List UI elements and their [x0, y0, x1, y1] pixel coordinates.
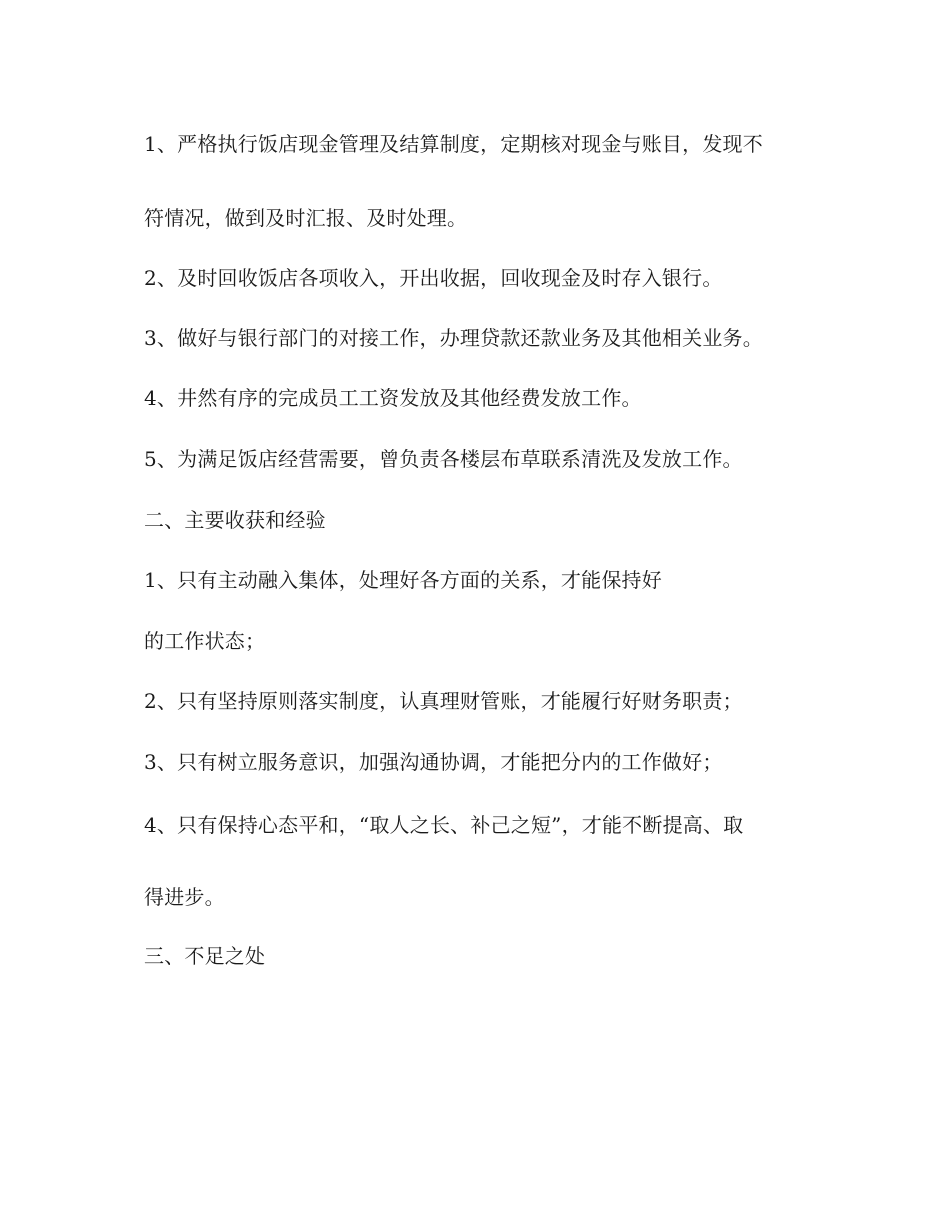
duty-item-1-line-1: 1、严格执行饭店现金管理及结算制度，定期核对现金与账目，发现不	[144, 132, 763, 156]
gain-item-4-line-1: 4、只有保持心态平和，“取人之长、补己之短”，才能不断提高、取	[144, 813, 744, 837]
section-heading-shortcomings: 三、不足之处	[144, 944, 266, 968]
duty-item-5: 5、为满足饭店经营需要，曾负责各楼层布草联系清洗及发放工作。	[144, 447, 743, 471]
gain-item-2: 2、只有坚持原则落实制度，认真理财管账，才能履行好财务职责；	[144, 689, 743, 713]
gain-item-1-line-1: 1、只有主动融入集体，处理好各方面的关系，才能保持好	[144, 568, 662, 592]
gain-item-4-line-2: 得进步。	[144, 885, 225, 909]
duty-item-1-line-2: 符情况，做到及时汇报、及时处理。	[144, 206, 468, 230]
gain-item-1-line-2: 的工作状态；	[144, 629, 266, 653]
duty-item-4: 4、井然有序的完成员工工资发放及其他经费发放工作。	[144, 386, 642, 410]
duty-item-3: 3、做好与银行部门的对接工作，办理贷款还款业务及其他相关业务。	[144, 326, 763, 350]
section-heading-gains: 二、主要收获和经验	[144, 508, 326, 532]
gain-item-3: 3、只有树立服务意识，加强沟通协调，才能把分内的工作做好；	[144, 750, 723, 774]
duty-item-2: 2、及时回收饭店各项收入，开出收据，回收现金及时存入银行。	[144, 266, 723, 290]
